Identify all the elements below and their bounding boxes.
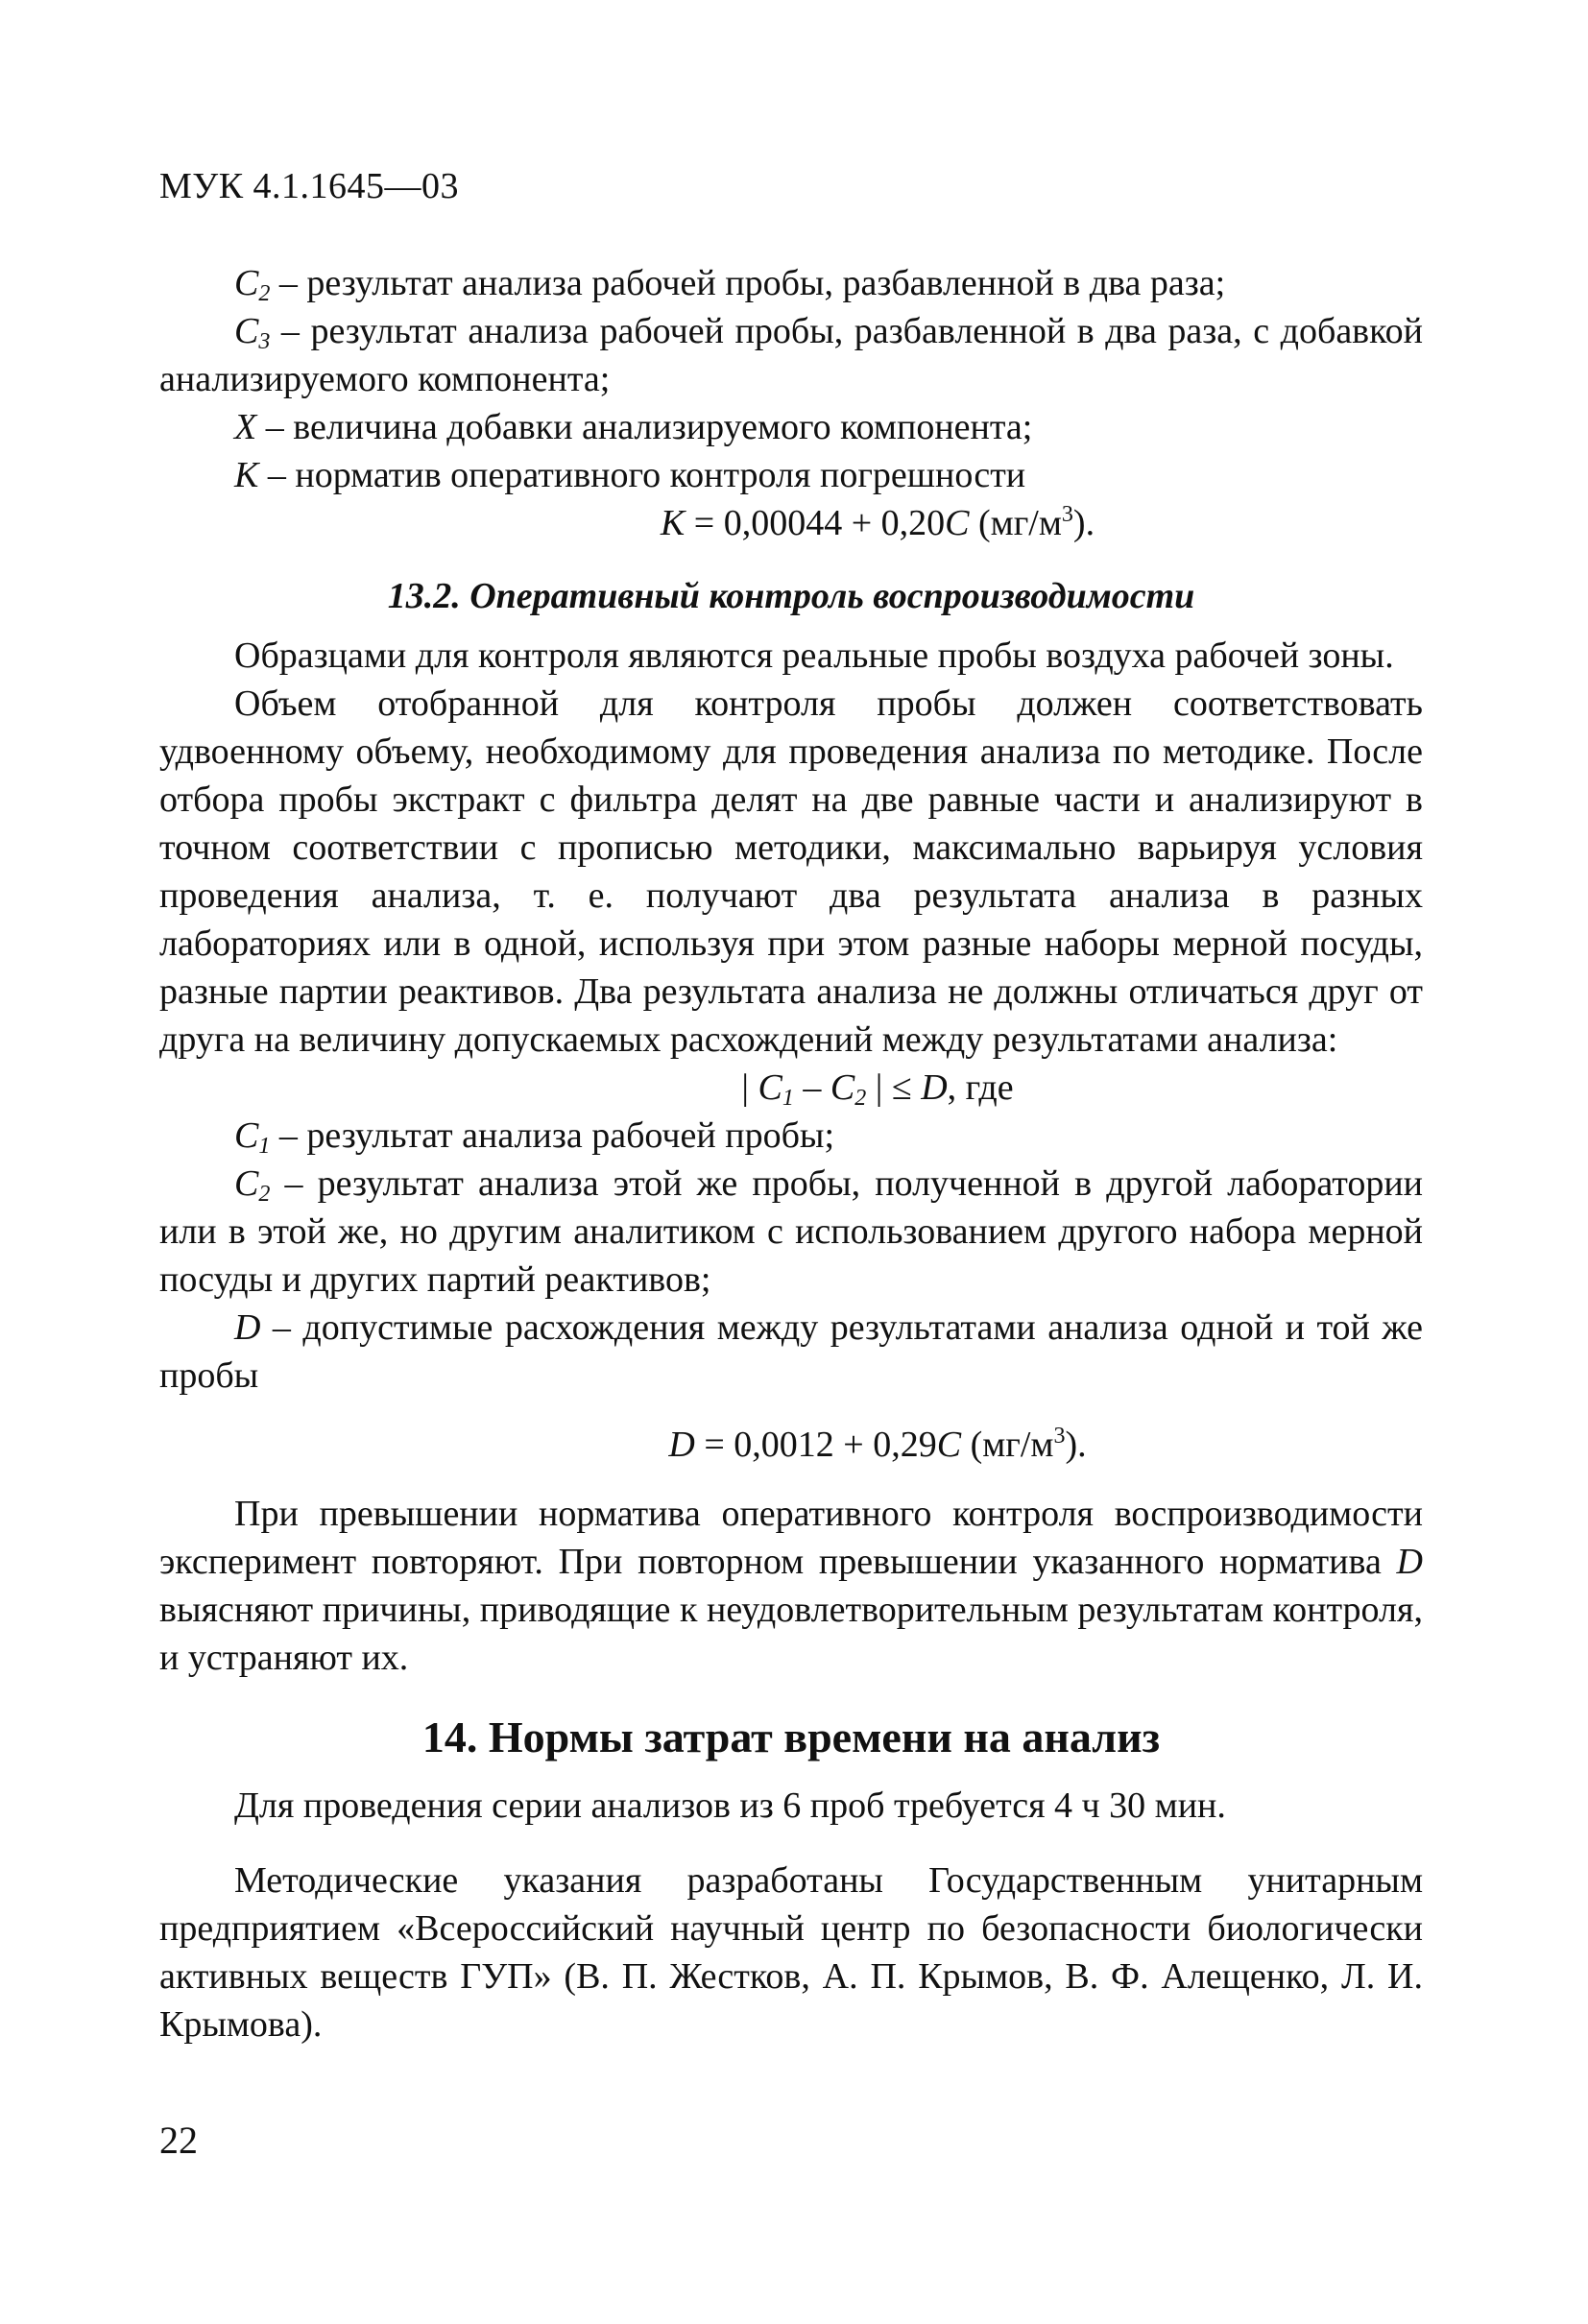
formula-exponent: 3 <box>1053 1424 1066 1449</box>
definition-text: – допустимые расхождения между результатами анализа одной и той же пробы <box>159 1307 1423 1396</box>
symbol: C <box>234 311 259 351</box>
paragraph-time-norm: Для проведения серии анализов из 6 проб требуется 4 ч 30 мин. <box>234 1785 1226 1826</box>
definition-c3 <box>159 307 1423 403</box>
formula-variable: C <box>830 1067 855 1108</box>
paragraph-samples: Образцами для контроля являются реальные пробы воздуха рабочей зоны. <box>234 635 1394 676</box>
formula-expression: = 0,00044 + 0,20 <box>685 503 946 543</box>
symbol: C <box>234 1163 259 1204</box>
formula-tail: , где <box>947 1067 1014 1108</box>
symbol: C <box>234 1115 259 1156</box>
formula-unit: (мг/м <box>969 503 1062 543</box>
formula-subscript: 2 <box>854 1086 867 1111</box>
definition-text: – результат анализа рабочей пробы; <box>270 1115 835 1156</box>
symbol: D <box>234 1307 261 1348</box>
definition-text: – норматив оперативного контроля погрешности <box>258 455 1026 495</box>
definition-c2 <box>159 259 1423 307</box>
definition-text: – величина добавки анализируемого компонента; <box>256 407 1033 447</box>
paragraph-text: При превышении норматива оперативного контроля воспроизводимости эксперимент повторяют. При повторном превышении указанного норматива <box>159 1494 1423 1582</box>
formula-end: ). <box>1072 503 1095 543</box>
page-number: 22 <box>159 2119 198 2162</box>
formula-lhs: D <box>668 1425 695 1465</box>
formula-exponent: 3 <box>1061 502 1073 527</box>
formula-variable: D <box>921 1067 948 1108</box>
symbol-subscript: 2 <box>258 281 271 306</box>
formula-variable: D <box>1396 1542 1423 1582</box>
chapter-title-14: 14. Нормы затрат времени на анализ <box>421 1713 1161 1761</box>
formula-subscript: 1 <box>782 1086 794 1111</box>
formula-inequality: | $C_1 - C_2$ | ≤ D, где <box>741 1067 1014 1111</box>
page-content <box>159 259 1423 2048</box>
symbol: X <box>234 407 257 447</box>
symbol-subscript: 2 <box>258 1182 271 1207</box>
paragraph-exceedance <box>159 1490 1423 1682</box>
formula-end: ). <box>1065 1425 1087 1465</box>
formula-d <box>159 1421 1423 1469</box>
paragraph-procedure: Объем отобранной для контроля пробы должен соответствовать удвоенному объему, необходимому для проведения анализа по методике. После отбора пробы экстракт с фильтра делят на две равные части и анализируют в точном соответствии с прописью методики, максимально варьируя условия проведения анализа, т. е. получают два результата анализа в разных лабораториях или в одной, используя при этом разные наборы мерной посуды, разные партии реактивов. Два результата анализа не должны отличаться друг от друга на величину допускаемых расхождений между результатами анализа: <box>159 683 1423 1060</box>
formula-lhs: K <box>660 503 686 543</box>
symbol: K <box>234 455 259 495</box>
document-code-header: МУК 4.1.1645—03 <box>159 166 460 206</box>
formula-operator: | ≤ <box>866 1067 922 1108</box>
paragraph-text: выясняют причины, приводящие к неудовлетворительным результатам контроля, и устраняют их. <box>159 1590 1423 1678</box>
paragraph-authors: Методические указания разработаны Государственным унитарным предприятием «Всероссийский научный центр по безопасности биологически активных веществ ГУП» (В. П. Жестков, А. П. Крымов, В. Ф. Алещенко, Л. И. Крымова). <box>159 1860 1423 2045</box>
section-title-13-2: 13.2. Оперативный контроль воспроизводимости <box>387 576 1195 616</box>
definition-text: – результат анализа рабочей пробы, разбавленной в два раза, с добавкой анализируемого компонента; <box>159 311 1423 399</box>
formula-operator: – <box>793 1067 830 1108</box>
definition-c2-other-lab <box>159 1160 1423 1304</box>
formula-expression: = 0,0012 + 0,29 <box>694 1425 937 1465</box>
formula-k <box>159 499 1423 547</box>
symbol: C <box>234 263 259 303</box>
definition-c1 <box>159 1112 1423 1160</box>
symbol-subscript: 3 <box>258 329 271 354</box>
symbol-subscript: 1 <box>258 1134 271 1159</box>
formula-variable: C <box>936 1425 962 1465</box>
formula-variable: C <box>758 1067 782 1108</box>
definition-text: – результат анализа рабочей пробы, разбавленной в два раза; <box>270 263 1226 303</box>
formula-unit: (мг/м <box>961 1425 1054 1465</box>
definition-k <box>159 451 1423 499</box>
formula-variable: C <box>945 503 970 543</box>
definition-x <box>159 403 1423 451</box>
definition-text: – результат анализа этой же пробы, полученной в другой лаборатории или в этой же, но другим аналитиком с использованием другого набора мерной посуды и других партий реактивов; <box>159 1163 1423 1300</box>
definition-d <box>159 1304 1423 1400</box>
